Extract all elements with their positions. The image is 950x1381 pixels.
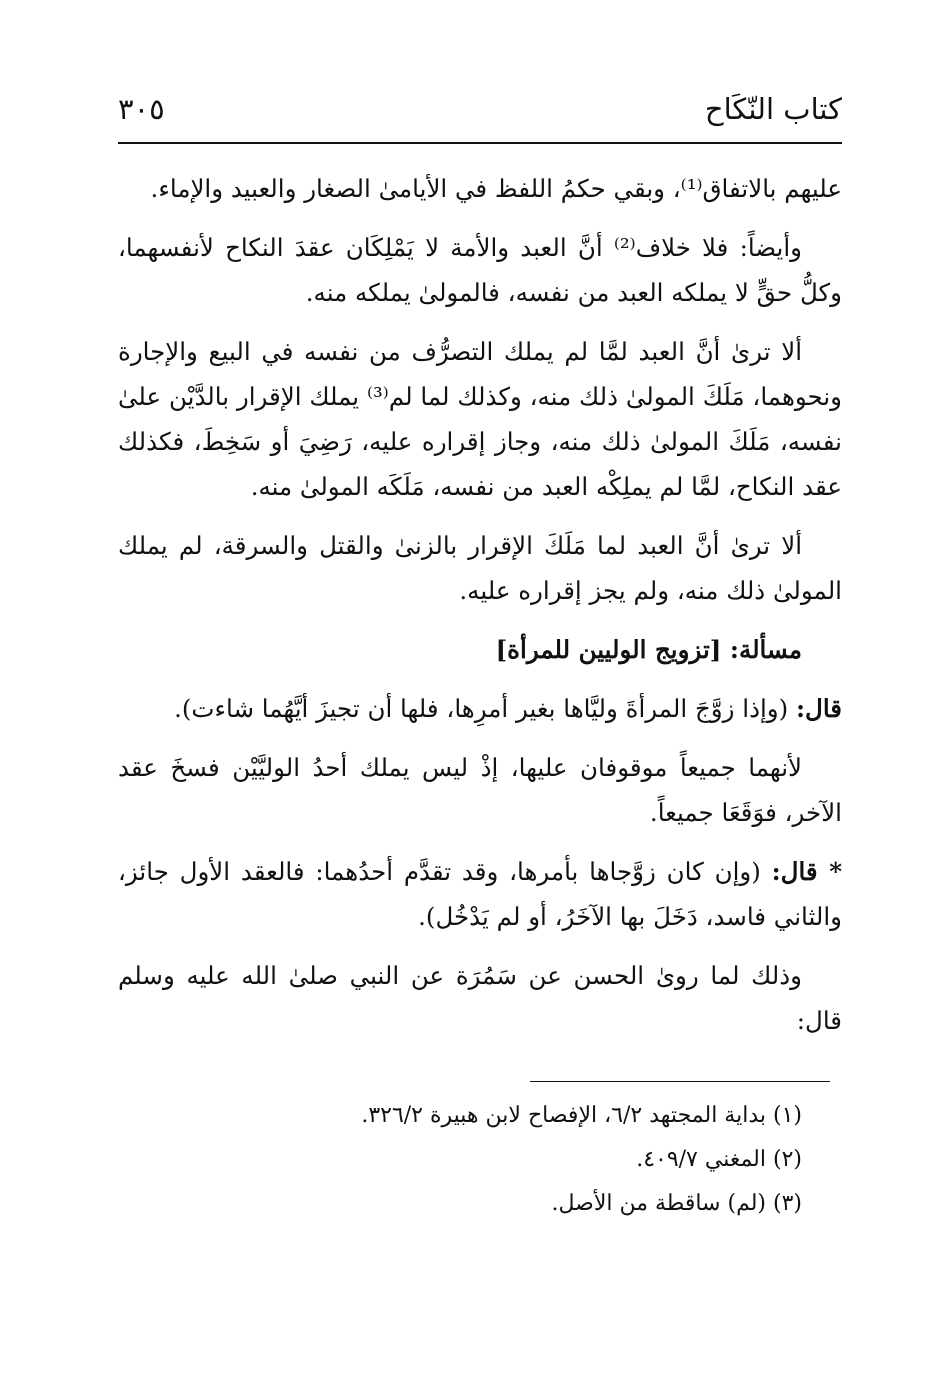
page-header bbox=[118, 92, 842, 144]
qala-label-2: * قال: bbox=[771, 857, 843, 886]
qala-label: قال: bbox=[795, 694, 842, 723]
footnotes bbox=[118, 1094, 802, 1226]
paragraph-3: ألا ترىٰ أنَّ العبد لمَّا لم يملك التصرُّف من نفسه في البيع والإجارة ونحوهما، مَلَكَ المولىٰ ذلك منه، وكذلك لما لم⁽³⁾ يملك الإقرار بالدَّيْن علىٰ نفسه، مَلَكَ المولىٰ ذلك منه، وجاز إقراره عليه، رَضِيَ أو سَخِطَ، فكذلك عقد النكاح، لمَّا لم يملِكْه العبد من نفسه، مَلَكَه المولىٰ منه. bbox=[118, 337, 842, 501]
running-title: كتاب النّكَاح bbox=[704, 92, 842, 126]
footnote-separator bbox=[530, 1081, 830, 1082]
paragraph-5 bbox=[118, 686, 842, 731]
main-text bbox=[118, 166, 842, 1057]
paragraph-1: عليهم بالاتفاق⁽¹⁾، وبقي حكمُ اللفظ في الأيامىٰ الصغار والعبيد والإماء. bbox=[150, 174, 842, 203]
paragraph-7 bbox=[118, 849, 842, 939]
paragraph-8: وذلك لما روىٰ الحسن عن سَمُرَة عن النبي صلىٰ الله عليه وسلم قال: bbox=[118, 961, 842, 1035]
footnote-3: (٣) (لم) ساقطة من الأصل. bbox=[551, 1191, 802, 1216]
paragraph-4: ألا ترىٰ أنَّ العبد لما مَلَكَ الإقرار بالزنىٰ والقتل والسرقة، لم يملك المولىٰ ذلك منه، ولم يجز إقراره عليه. bbox=[118, 531, 842, 605]
page-number: ٣٠٥ bbox=[118, 92, 165, 126]
paragraph-2: وأيضاً: فلا خلاف⁽²⁾ أنَّ العبد والأمة لا يَمْلِكَان عقدَ النكاح لأنفسهما، وكلُّ حقٍّ لا يملكه العبد من نفسه، فالمولىٰ يملكه منه. bbox=[118, 233, 842, 307]
paragraph-6: لأنهما جميعاً موقوفان عليها، إذْ ليس يملك أحدُ الوليَّيْن فسخَ عقد الآخر، فوَقَعَا جميعاً. bbox=[118, 753, 842, 827]
footnote-1: (١) بداية المجتهد ٦/٢، الإفصاح لابن هبيرة ٣٢٦/٢. bbox=[361, 1103, 802, 1128]
footnote-2: (٢) المغني ٤٠٩/٧. bbox=[636, 1147, 802, 1172]
paragraph-5-text: (وإذا زوَّجَ المرأةَ وليَّاها بغير أمرِها، فلها أن تجيزَ أيَّهُما شاءت). bbox=[174, 694, 789, 723]
paragraph-7-text: (وإن كان زوَّجاها بأمرها، وقد تقدَّم أحدُهما: فالعقد الأول جائز، والثاني فاسد، دَخَلَ بها الآخَرُ، أو لم يَدْخُل). bbox=[118, 857, 842, 931]
section-heading: مسألة: [تزويج الوليين للمرأة] bbox=[495, 635, 802, 664]
